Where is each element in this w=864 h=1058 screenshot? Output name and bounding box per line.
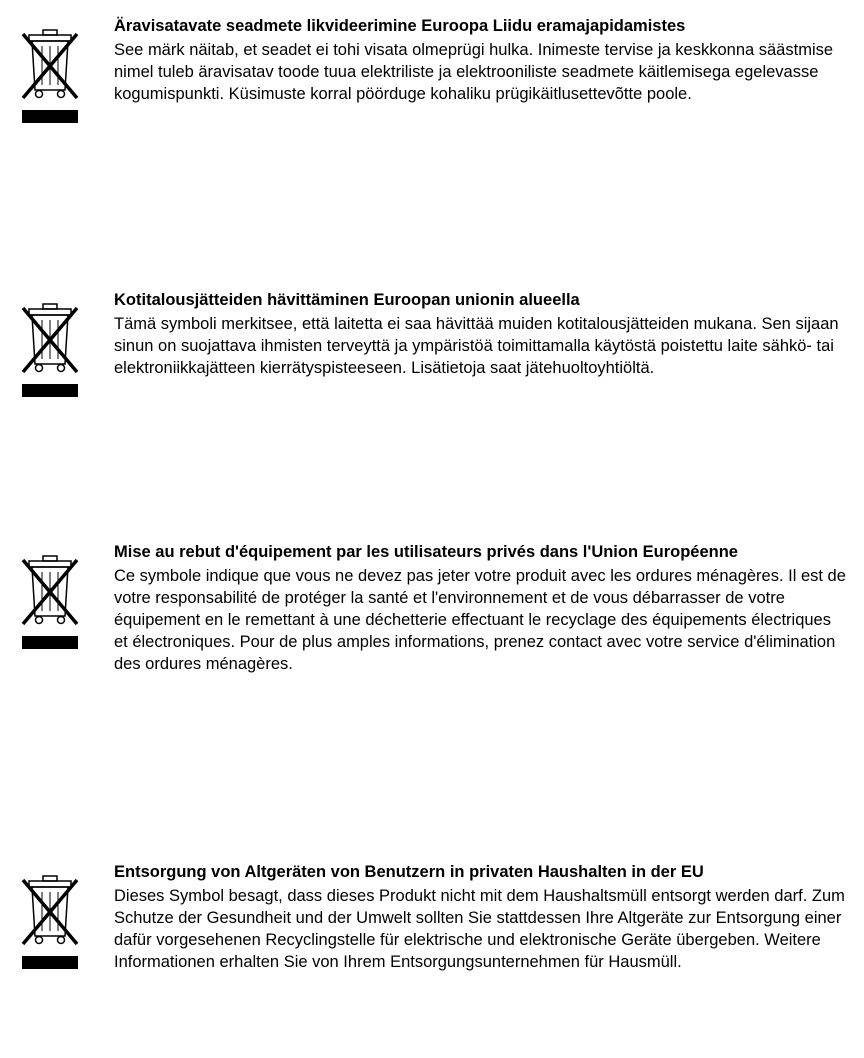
weee-crossed-out-wheelie-bin-icon bbox=[20, 641, 80, 658]
icon-column bbox=[14, 16, 114, 133]
weee-crossed-out-wheelie-bin-icon bbox=[20, 389, 80, 406]
icon-column bbox=[14, 542, 114, 659]
text-column bbox=[114, 16, 846, 106]
section-body: See märk näitab, et seadet ei tohi visata olmeprügi hulka. Inimeste tervise ja keskkonna säästmise nimel tuleb äravisatav toode tuua elektriliste ja elektrooniliste seadmete käitlemisega egelevasse kogumispunkti. Küsimuste korral pöörduge kohaliku prügikäitlusettevõtte poole. bbox=[114, 40, 834, 103]
weee-crossed-out-wheelie-bin-icon bbox=[20, 961, 80, 978]
section-title: Entsorgung von Altgeräten von Benutzern in privaten Haushalten in der EU bbox=[114, 863, 704, 881]
icon-column bbox=[14, 862, 114, 979]
weee-section-french bbox=[14, 542, 850, 676]
weee-section-estonian bbox=[14, 16, 850, 133]
section-body: Ce symbole indique que vous ne devez pas jeter votre produit avec les ordures ménagères. Il est de votre responsabilité de protéger la santé et l'environnement et de vous débarrasser de votre équipement en le remettant à une déchetterie effectuant le recyclage des équipements électriques et électroniques. Pour de plus amples informations, prenez contact avec votre service d'élimination des ordures ménagères. bbox=[114, 566, 846, 673]
text-column bbox=[114, 290, 846, 380]
text-column bbox=[114, 542, 846, 676]
weee-crossed-out-wheelie-bin-icon bbox=[20, 115, 80, 132]
text-column bbox=[114, 862, 846, 974]
section-title: Mise au rebut d'équipement par les utilisateurs privés dans l'Union Européenne bbox=[114, 543, 738, 561]
icon-column bbox=[14, 290, 114, 407]
section-body: Dieses Symbol besagt, dass dieses Produkt nicht mit dem Haushaltsmüll entsorgt werden darf. Zum Schutze der Gesundheit und der Umwelt sollten Sie stattdessen Ihre Altgeräte zur Entsorgung einer dafür vorgesehenen Recyclingstelle für elektrische und elektronische Geräte übergeben. Weitere Informationen erhalten Sie von Ihrem Entsorgungsunternehmen für Hausmüll. bbox=[114, 886, 845, 971]
weee-section-finnish bbox=[14, 290, 850, 407]
section-body: Tämä symboli merkitsee, että laitetta ei saa hävittää muiden kotitalousjätteiden mukana. Sen sijaan sinun on suojattava ihmisten terveyttä ja ympäristöä toimittamalla käytöstä poistettu laite sähkö- tai elektroniikkajätteen kierrätyspisteeseen. Lisätietoja saat jätehuoltoyhtiöltä. bbox=[114, 314, 839, 377]
section-title: Kotitalousjätteiden hävittäminen Euroopan unionin alueella bbox=[114, 291, 580, 309]
weee-section-german bbox=[14, 862, 850, 979]
section-title: Äravisatavate seadmete likvideerimine Euroopa Liidu eramajapidamistes bbox=[114, 17, 686, 35]
